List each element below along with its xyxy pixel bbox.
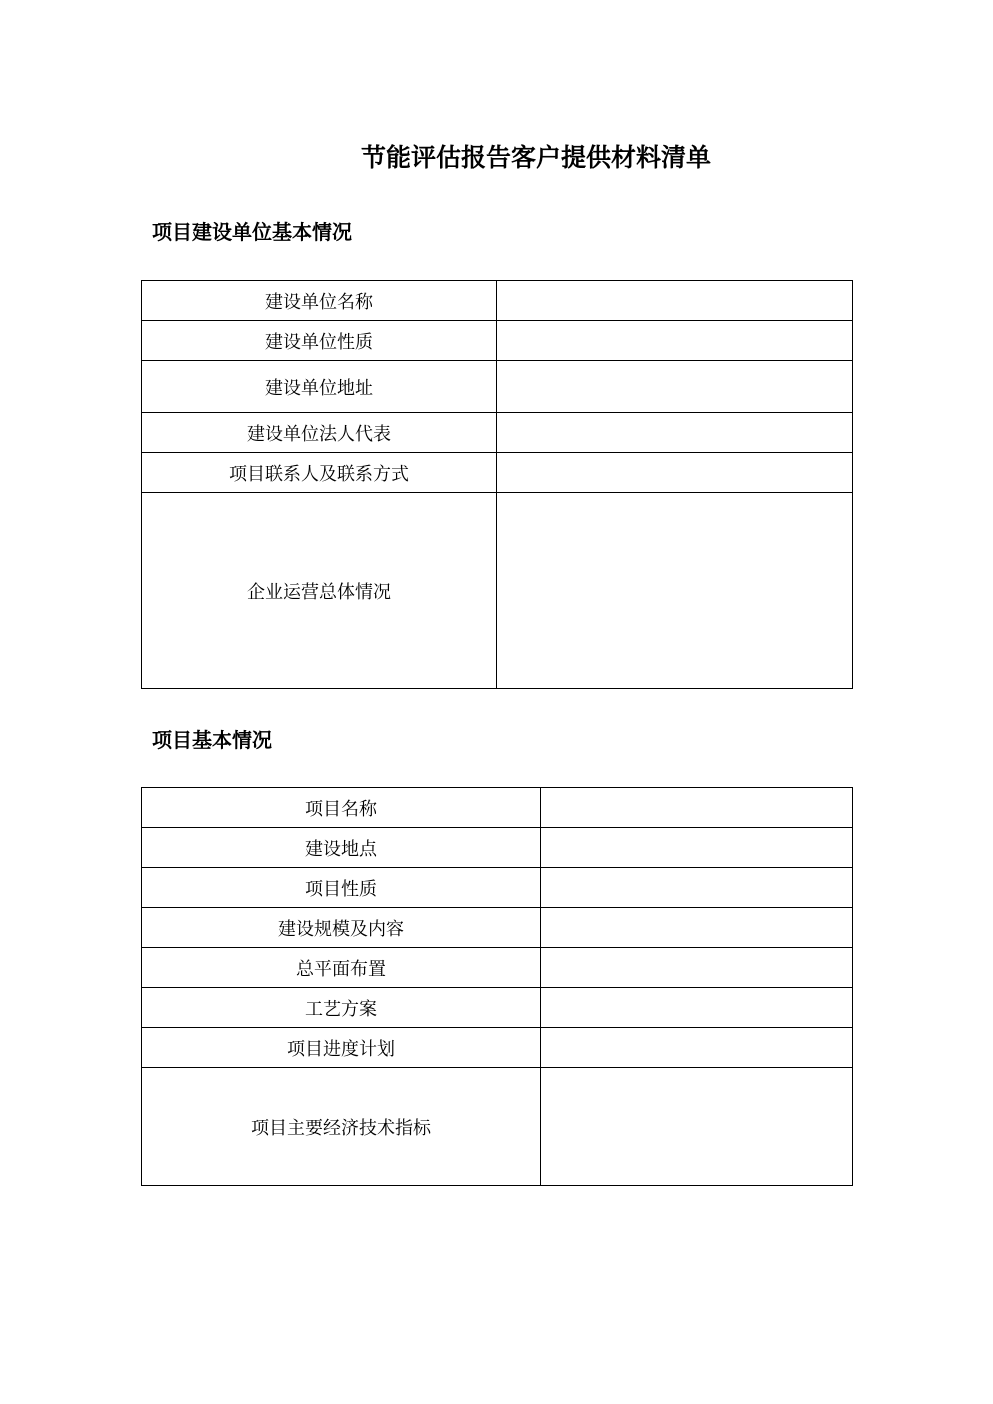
field-label: 项目名称 [142,788,541,828]
field-value[interactable] [497,281,853,321]
table-row [142,828,853,868]
field-value[interactable] [541,868,853,908]
section-heading-unit-info: 项目建设单位基本情况 [152,220,352,244]
field-value[interactable] [497,321,853,361]
field-label: 建设单位法人代表 [142,413,497,453]
field-value[interactable] [497,361,853,413]
table-row [142,281,853,321]
field-label: 工艺方案 [142,988,541,1028]
field-value[interactable] [541,988,853,1028]
table-row [142,321,853,361]
table-row [142,1028,853,1068]
document-title: 节能评估报告客户提供材料清单 [360,143,711,172]
table-row [142,988,853,1028]
table-row [142,361,853,413]
field-label: 建设单位名称 [142,281,497,321]
table-row [142,868,853,908]
section-heading-project-info: 项目基本情况 [152,728,272,752]
table-row [142,453,853,493]
field-value[interactable] [541,788,853,828]
field-value[interactable] [497,493,853,689]
field-value[interactable] [541,828,853,868]
table-row [142,493,853,689]
field-label: 建设规模及内容 [142,908,541,948]
unit-info-table [141,280,853,689]
field-label: 总平面布置 [142,948,541,988]
field-label: 企业运营总体情况 [142,493,497,689]
field-label: 项目主要经济技术指标 [142,1068,541,1186]
table-row [142,1068,853,1186]
table-row [142,788,853,828]
table-row [142,908,853,948]
field-value[interactable] [497,453,853,493]
field-value[interactable] [541,1068,853,1186]
field-value[interactable] [541,1028,853,1068]
project-info-table [141,787,853,1186]
table-row [142,413,853,453]
field-label: 项目进度计划 [142,1028,541,1068]
field-label: 建设单位地址 [142,361,497,413]
field-label: 项目联系人及联系方式 [142,453,497,493]
field-label: 建设单位性质 [142,321,497,361]
field-value[interactable] [541,908,853,948]
field-value[interactable] [541,948,853,988]
field-label: 建设地点 [142,828,541,868]
table-row [142,948,853,988]
field-value[interactable] [497,413,853,453]
field-label: 项目性质 [142,868,541,908]
